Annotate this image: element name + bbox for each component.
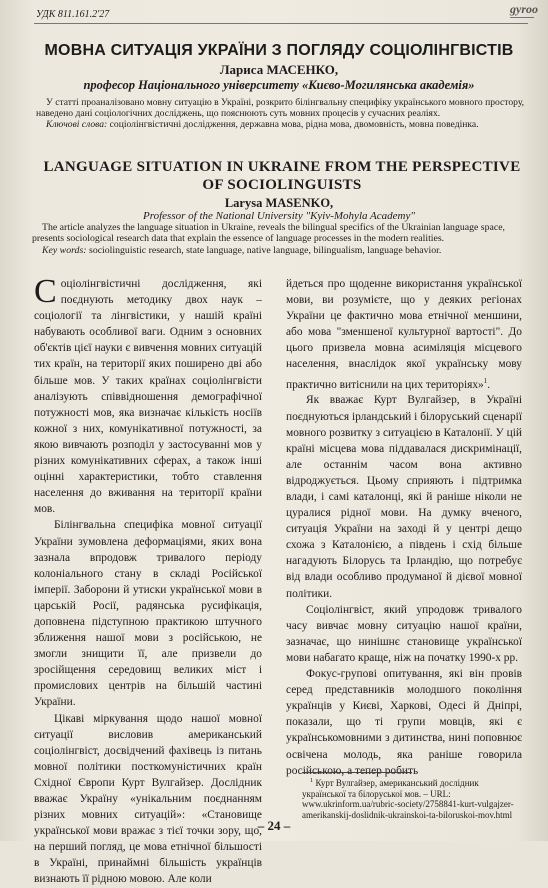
keywords-text-english: sociolinguistic research, state language, native language, bilingualism, language behavior. (89, 245, 442, 256)
keywords-label-ukrainian: Ключові слова: (46, 119, 108, 130)
page-number: – 24 – (257, 818, 291, 833)
footnote-divider (302, 772, 412, 773)
paragraph-text: йдеться про щоденне використання української мови, ви розумієте, що у деяких регіонах України це фактично мова етнічної меншини, або мова "зменшеної культурної вартості". До цього призвела мовна асиміляція місцевого населення, внаслідок якої українську мову практично витіснили на цих територіях» (286, 278, 522, 391)
author-english: Larysa MASENKO, (224, 196, 334, 210)
body-paragraph: Фокус-групові опитування, які він провів серед представників молодшого покоління українців у Києві, Харкові, Одесі й Дніпрі, показали, що ті групи мовців, які є українськомовними з дитинства, нині поповнює освічена молодь, яка раніше говорила російською, а тепер робить (286, 668, 522, 777)
body-column-left (34, 273, 262, 888)
header-divider (34, 23, 528, 24)
body-paragraph: Соціолінгвіст, який упродовж тривалого часу вивчає мовну ситуацію нашої країни, зазначає, що нинішнє становище української мови набагато краще, ніж на початку 1990-х рр. (286, 603, 522, 664)
udk-code: УДК 811.161.2'27 (36, 9, 110, 20)
footnote (302, 776, 524, 820)
body-paragraph: Як вважає Курт Вулгайзер, в Україні поєднуються ірландський і білоруський сценарії мовного розвитку з ситуацією в Каталонії. У цій країні місцева мова піддавалася дискримінації, але останнім часом вона активно відроджується. Цьому сприяють і підтримка влади, і самі каталонці, які й раніше ніколи не цуралися рідної мови. На думку вченого, ситуація України на заході й у центрі дещо схожа з Каталонією, а південь і схід більше нагадують Білорусь та Ірландію, що потребує від влади особливо продуманої й дієвої мовної політики. (286, 394, 522, 600)
abstract-english: The article analyzes the language situation in Ukraine, reveals the bilingual specifics of the Ukrainian language space, presents sociological research data that explain the essence of language processes in the modern realities. (32, 222, 505, 244)
keywords-label-english: Key words: (42, 245, 87, 256)
affiliation-english: Professor of the National University "Kyiv-Mohyla Academy" (143, 210, 415, 222)
paragraph-text: оціолінгвістичні дослідження, які поєднують методику двох наук – соціології та лінгвістики, у нашій країні набувають особливої ваги. Одним з основних об'єктів цієї науки є вивчення мовних ситуацій тих країн, на території яких поширено дві або більше мов. У таких країнах соціолінгвісти аналізують співвідношення демографічної потужності мов, яка визначає кількість носіїв кожної з них, комунікативної потужності, за якою вивчають розподіл у застосуванні мов у різних комунікативних сферах, а також інші оцінні характеристики, тобто ставлення населення до вживання на території країни мов. (34, 278, 262, 516)
body-paragraph: Цікаві міркування щодо нашої мовної ситуації висловив американський соціолінгвіст, досвідчений фахівець із питань мовної політики посткомуністичних країн Східної Європи Курт Вулгайзер. Дослідник вважає Україну «унікальним поєднанням різних мовних ситуацій»: «Становище української мови вражає з тієї точки зору, що, на перший погляд, це мова етнічної більшості в Україні, принаймні більшість українців визнають її рідною мовою. Але коли (34, 712, 262, 886)
body-paragraph (34, 273, 262, 517)
keywords-english (32, 245, 528, 256)
affiliation-ukrainian: професор Національного університету «Києво-Могилянська академія» (83, 78, 475, 92)
body-paragraph (286, 276, 522, 392)
article-title-english: LANGUAGE SITUATION IN UKRAINE FROM THE PERSPECTIVE OF SOCIOLINGUISTS (43, 159, 521, 193)
footnote-reference: 1 (483, 376, 488, 385)
author-ukrainian: Лариса МАСЕНКО, (219, 62, 339, 77)
journal-logo: gyroo (510, 2, 538, 16)
keywords-text-ukrainian: соціолінгвістичні дослідження, державна мова, рідна мова, двомовність, мовна поведінка. (109, 119, 479, 130)
body-column-right (286, 276, 522, 779)
keywords-ukrainian (36, 119, 528, 130)
body-paragraph: Білінгвальна специфіка мовної ситуації України зумовлена деформаціями, яких вона зазнала впродовж тривалого періоду колоніального стану в складі Російської імперії. Заборони й утиски української мови в царській Росії, радянська русифікація, доповнена підступною практикою штучного зближення нашої мови з російською, не змогли знищити її, але призвели до зросійщення середовищ великих міст і промислових центрів на більшій частині України. (34, 519, 262, 709)
drop-cap: С (34, 273, 57, 310)
abstract-ukrainian: У статті проаналізовано мовну ситуацію в Україні, розкрито білінгвальну специфіку українського мовного простору, наведено дані соціологічних досліджень, що пояснюють суть мовних процесів у сучасних реаліях. (36, 97, 525, 119)
footnote-mark: 1 (310, 777, 314, 784)
footnote-text: Курт Вулгайзер, американський дослідник української та білоруської мов. – URL: www.ukrinform.ua/rubric-society/2758841-kurt-vulgajzer-amerikanskij-doslidnik-ukrainskoi-ta-biloruskoi-mov.html (302, 778, 514, 820)
paragraph-end: . (487, 378, 491, 391)
article-title-ukrainian: МОВНА СИТУАЦІЯ УКРАЇНИ З ПОГЛЯДУ СОЦІОЛІНГВІСТІВ (44, 42, 514, 59)
